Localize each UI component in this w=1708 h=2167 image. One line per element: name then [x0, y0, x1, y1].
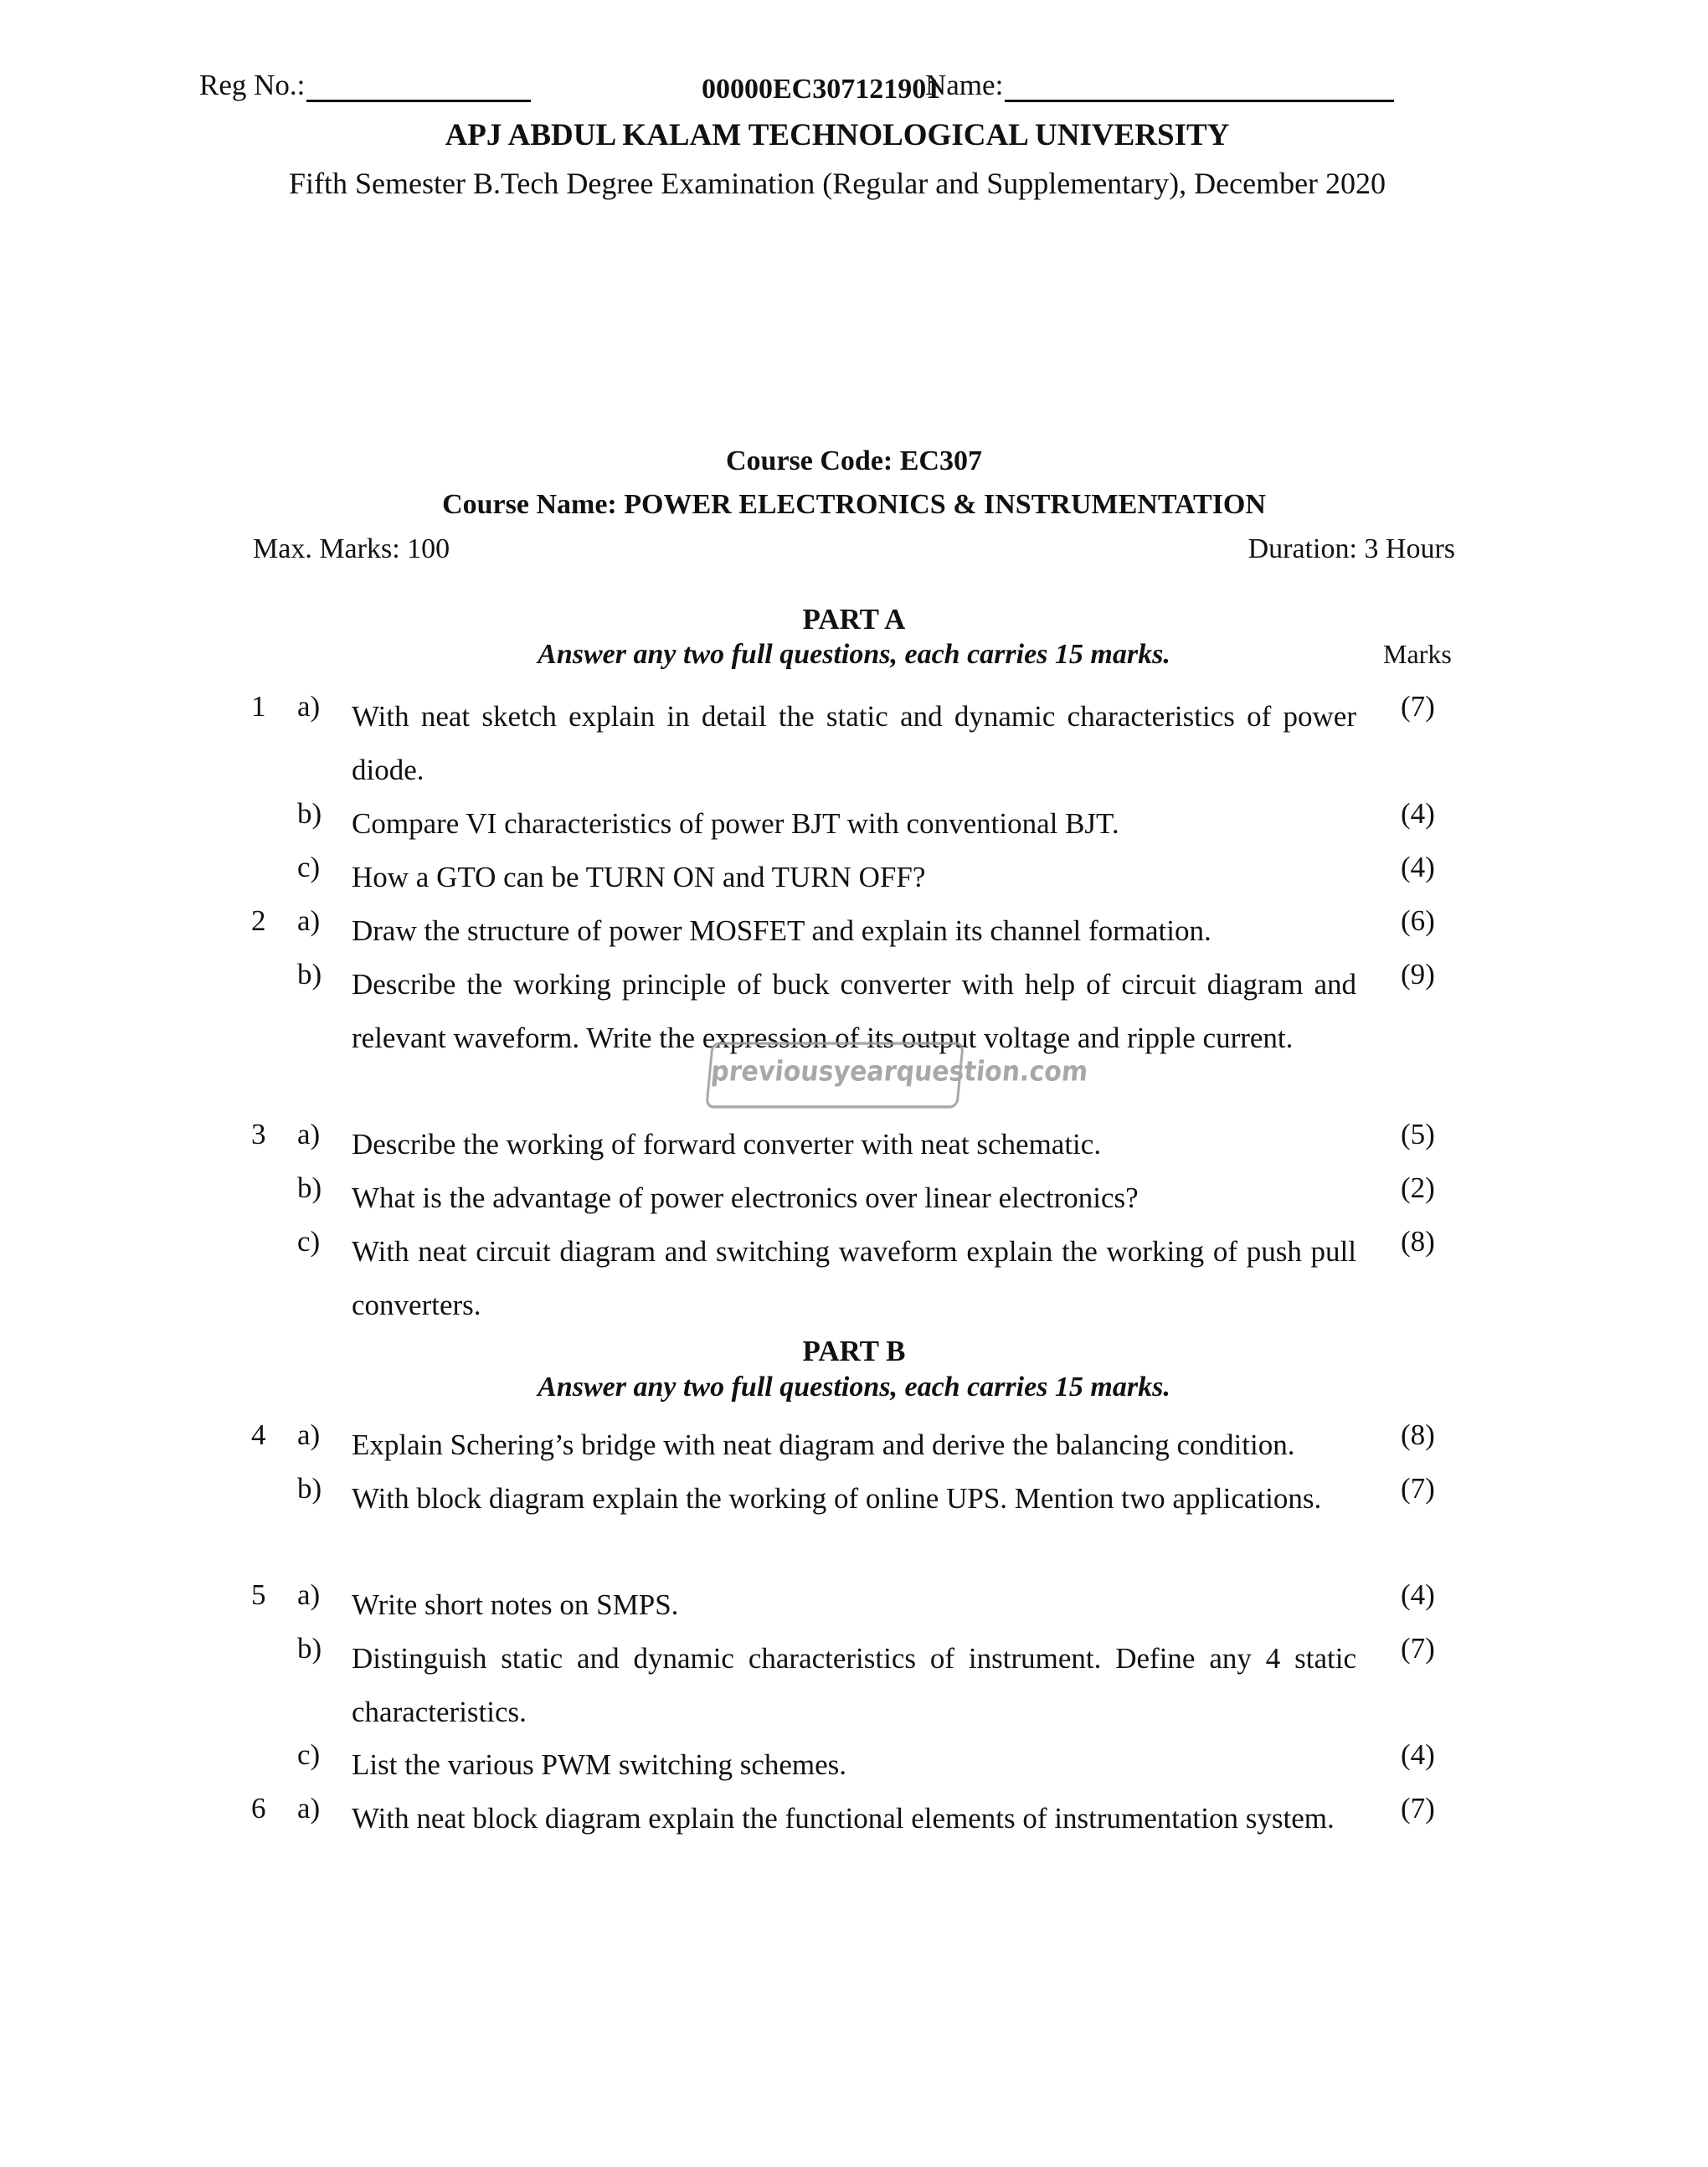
question-marks: (4) — [1401, 1738, 1435, 1771]
question-text: What is the advantage of power electronics over linear electronics? — [352, 1181, 1139, 1214]
reg-no-label: Reg No.: — [199, 69, 306, 101]
question-text: List the various PWM switching schemes. — [352, 1748, 847, 1781]
question-sub: a) — [297, 904, 321, 937]
question-text: Distinguish static and dynamic characteristics of instrument. Define any 4 static characteristics. — [352, 1642, 1356, 1728]
question-sub: b) — [297, 1171, 322, 1204]
max-marks: Max. Marks: 100 — [253, 533, 450, 564]
part-a-instruction: Answer any two full questions, each carries 15 marks. — [538, 639, 1170, 670]
question-marks: (6) — [1401, 904, 1435, 937]
question-marks: (7) — [1401, 1472, 1435, 1505]
university-title: APJ ABDUL KALAM TECHNOLOGICAL UNIVERSITY — [445, 118, 1230, 152]
question-sub: c) — [297, 851, 321, 883]
question-text: With neat block diagram explain the functional elements of instrumentation system. — [352, 1802, 1335, 1835]
question-text: Explain Schering’s bridge with neat diagram and derive the balancing condition. — [352, 1428, 1295, 1461]
question-text: With block diagram explain the working of online UPS. Mention two applications. — [352, 1482, 1322, 1515]
question-marks: (4) — [1401, 851, 1435, 883]
question-code: 00000EC307121901 — [702, 74, 941, 105]
question-marks: (8) — [1401, 1225, 1435, 1258]
question-number: 2 — [251, 904, 266, 937]
question-text: Draw the structure of power MOSFET and explain its channel formation. — [352, 914, 1212, 947]
question-sub: a) — [297, 1578, 321, 1611]
question-text: How a GTO can be TURN ON and TURN OFF? — [352, 861, 926, 893]
question-marks: (2) — [1401, 1171, 1435, 1204]
question-sub: c) — [297, 1738, 321, 1771]
question-marks: (4) — [1401, 797, 1435, 830]
question-sub: b) — [297, 958, 322, 991]
reg-no-field — [199, 69, 531, 102]
part-b-title: PART B — [802, 1335, 906, 1367]
question-marks: (5) — [1401, 1118, 1435, 1150]
question-number: 5 — [251, 1578, 266, 1611]
question-sub: c) — [297, 1225, 321, 1258]
question-text: Describe the working of forward converter with neat schematic. — [352, 1128, 1102, 1161]
question-marks: (7) — [1401, 1792, 1435, 1825]
question-sub: b) — [297, 1632, 322, 1665]
question-text: With neat circuit diagram and switching waveform explain the working of push pull converters. — [352, 1235, 1356, 1321]
question-sub: b) — [297, 1472, 322, 1505]
question-text: Write short notes on SMPS. — [352, 1588, 679, 1621]
question-marks: (7) — [1401, 1632, 1435, 1665]
question-number: 6 — [251, 1792, 266, 1825]
part-b-instruction: Answer any two full questions, each carries 15 marks. — [538, 1372, 1170, 1403]
course-code: Course Code: EC307 — [726, 445, 982, 476]
name-field — [925, 69, 1394, 102]
question-sub: b) — [297, 797, 322, 830]
question-marks: (4) — [1401, 1578, 1435, 1611]
name-blank — [1005, 75, 1394, 102]
watermark-logo: previousyearquestion.com — [705, 1042, 965, 1108]
question-marks: (8) — [1401, 1418, 1435, 1451]
question-number: 4 — [251, 1418, 266, 1451]
name-label: Name: — [925, 69, 1004, 101]
part-a-title: PART A — [802, 603, 906, 636]
question-sub: a) — [297, 1118, 321, 1150]
course-name: Course Name: POWER ELECTRONICS & INSTRUMENTATION — [442, 489, 1266, 520]
question-sub: a) — [297, 690, 321, 723]
marks-heading: Marks — [1383, 639, 1452, 669]
reg-no-blank — [306, 75, 531, 102]
duration: Duration: 3 Hours — [1248, 533, 1455, 564]
question-text: Describe the working principle of buck converter with help of circuit diagram and relevant waveform. Write the expression of its output voltage and ripple current. — [352, 968, 1356, 1054]
question-sub: a) — [297, 1792, 321, 1825]
question-marks: (7) — [1401, 690, 1435, 723]
question-text: With neat sketch explain in detail the static and dynamic characteristics of power diode. — [352, 700, 1356, 786]
exam-title: Fifth Semester B.Tech Degree Examination (Regular and Supplementary), December 2020 — [288, 167, 1386, 200]
question-sub: a) — [297, 1418, 321, 1451]
question-number: 1 — [251, 690, 266, 723]
question-text: Compare VI characteristics of power BJT with conventional BJT. — [352, 807, 1119, 840]
question-number: 3 — [251, 1118, 266, 1150]
question-marks: (9) — [1401, 958, 1435, 991]
